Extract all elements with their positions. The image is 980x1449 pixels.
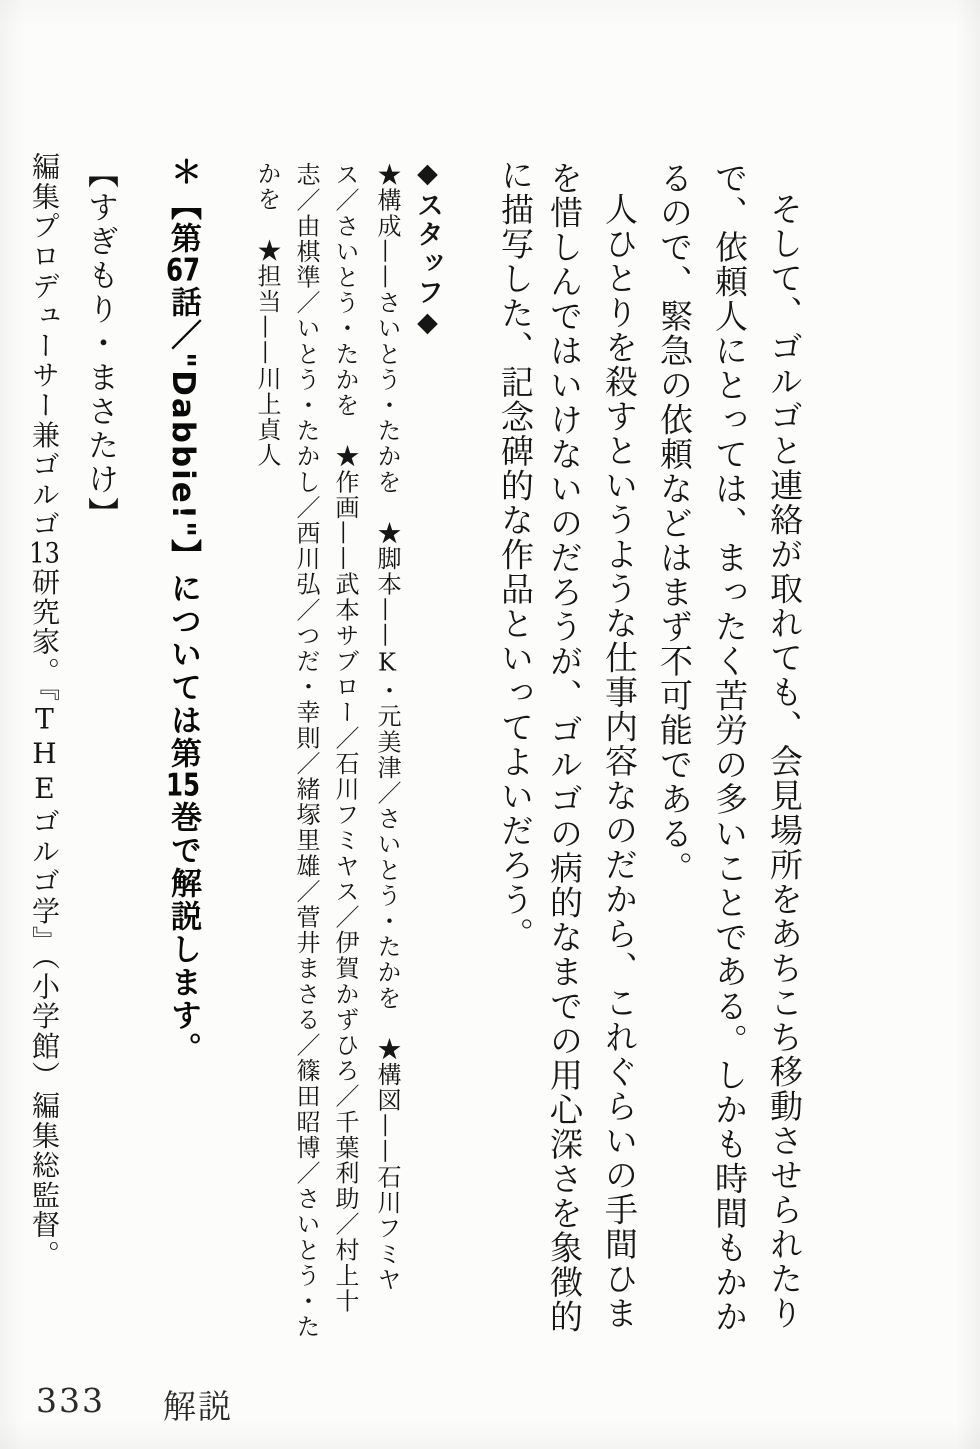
section-title: 解説 [163,1387,233,1426]
text-run: ゴルゴ学』（小学館）編集総監督。 [28,806,61,1270]
page-footer [36,1381,233,1428]
text-run: 志／由棋準／いとう・たかし／西川弘／つだ・幸則／緒塚里雄／菅井まさる／篠田昭博／さいとう・た [292,162,320,1340]
text-run: 編集プロデューサー兼ゴルゴ [28,152,61,540]
text-run: そして、ゴルゴと連絡が取れても、会見場所をあちこち移動させられたり [765,192,804,1331]
text-run: K [373,648,401,679]
author-name-column [82,157,118,657]
text-run: 人ひとりを殺すというような仕事内容なのだから、これぐらいの手間ひま [600,192,639,1331]
staff-credits-column-4 [255,161,279,1411]
text-run: THE [28,702,61,807]
staff-heading-text: ◆スタッフ◆ [412,158,443,340]
text-run: るので、緊急の依頼などはまず不可能である。 [655,161,694,886]
author-bio-column [28,152,61,1352]
text-run: で、依頼人にとっては、まったく苦労の多いことである。しかも時間もかか [710,161,749,1334]
text-run: を惜しんではいけないのだろうが、ゴルゴの病的なまでの用心深さを象徴的 [545,161,584,1334]
staff-section-heading [414,158,441,458]
staff-credits-column-2 [333,162,357,1412]
text-run: かを ★担当——川上貞人 [253,161,281,469]
episode-note-column [165,156,201,1306]
main-text-column-4 [600,192,639,1422]
main-text-column-1 [765,192,804,1422]
main-text-column-6 [496,158,535,1388]
text-run: 67 [165,255,201,286]
staff-credits-column-3 [294,162,318,1412]
text-run: 巻で解説します。 [165,801,201,1066]
main-text-column-2 [710,161,749,1391]
text-run: 研究家。『 [28,567,61,703]
text-run: ＊【第 [165,156,201,255]
text-run: ・元美津／さいとう・たかを ★構図——石川フミヤ [373,678,401,1293]
text-run: 【すぎもり・まさたけ】 [82,157,118,531]
text-run: 話／"Dabbie!"】については第 [165,286,201,771]
text-run: ★構成——さいとう・たかを ★脚本—— [373,162,401,649]
text-run: 13 [29,539,60,568]
text-run: ス／さいとう・たかを ★作画——武本サブロー／石川フミヤス／伊賀かずひろ／千葉利助／村上十 [331,162,359,1314]
staff-credits-column-1 [375,162,399,1412]
page-number: 333 [36,1381,105,1420]
text-run: に描写した、記念碑的な作品といってよいだろう。 [496,158,535,952]
text-run: 15 [165,770,201,802]
main-text-column-3 [655,161,694,1391]
main-text-column-5 [545,161,584,1391]
